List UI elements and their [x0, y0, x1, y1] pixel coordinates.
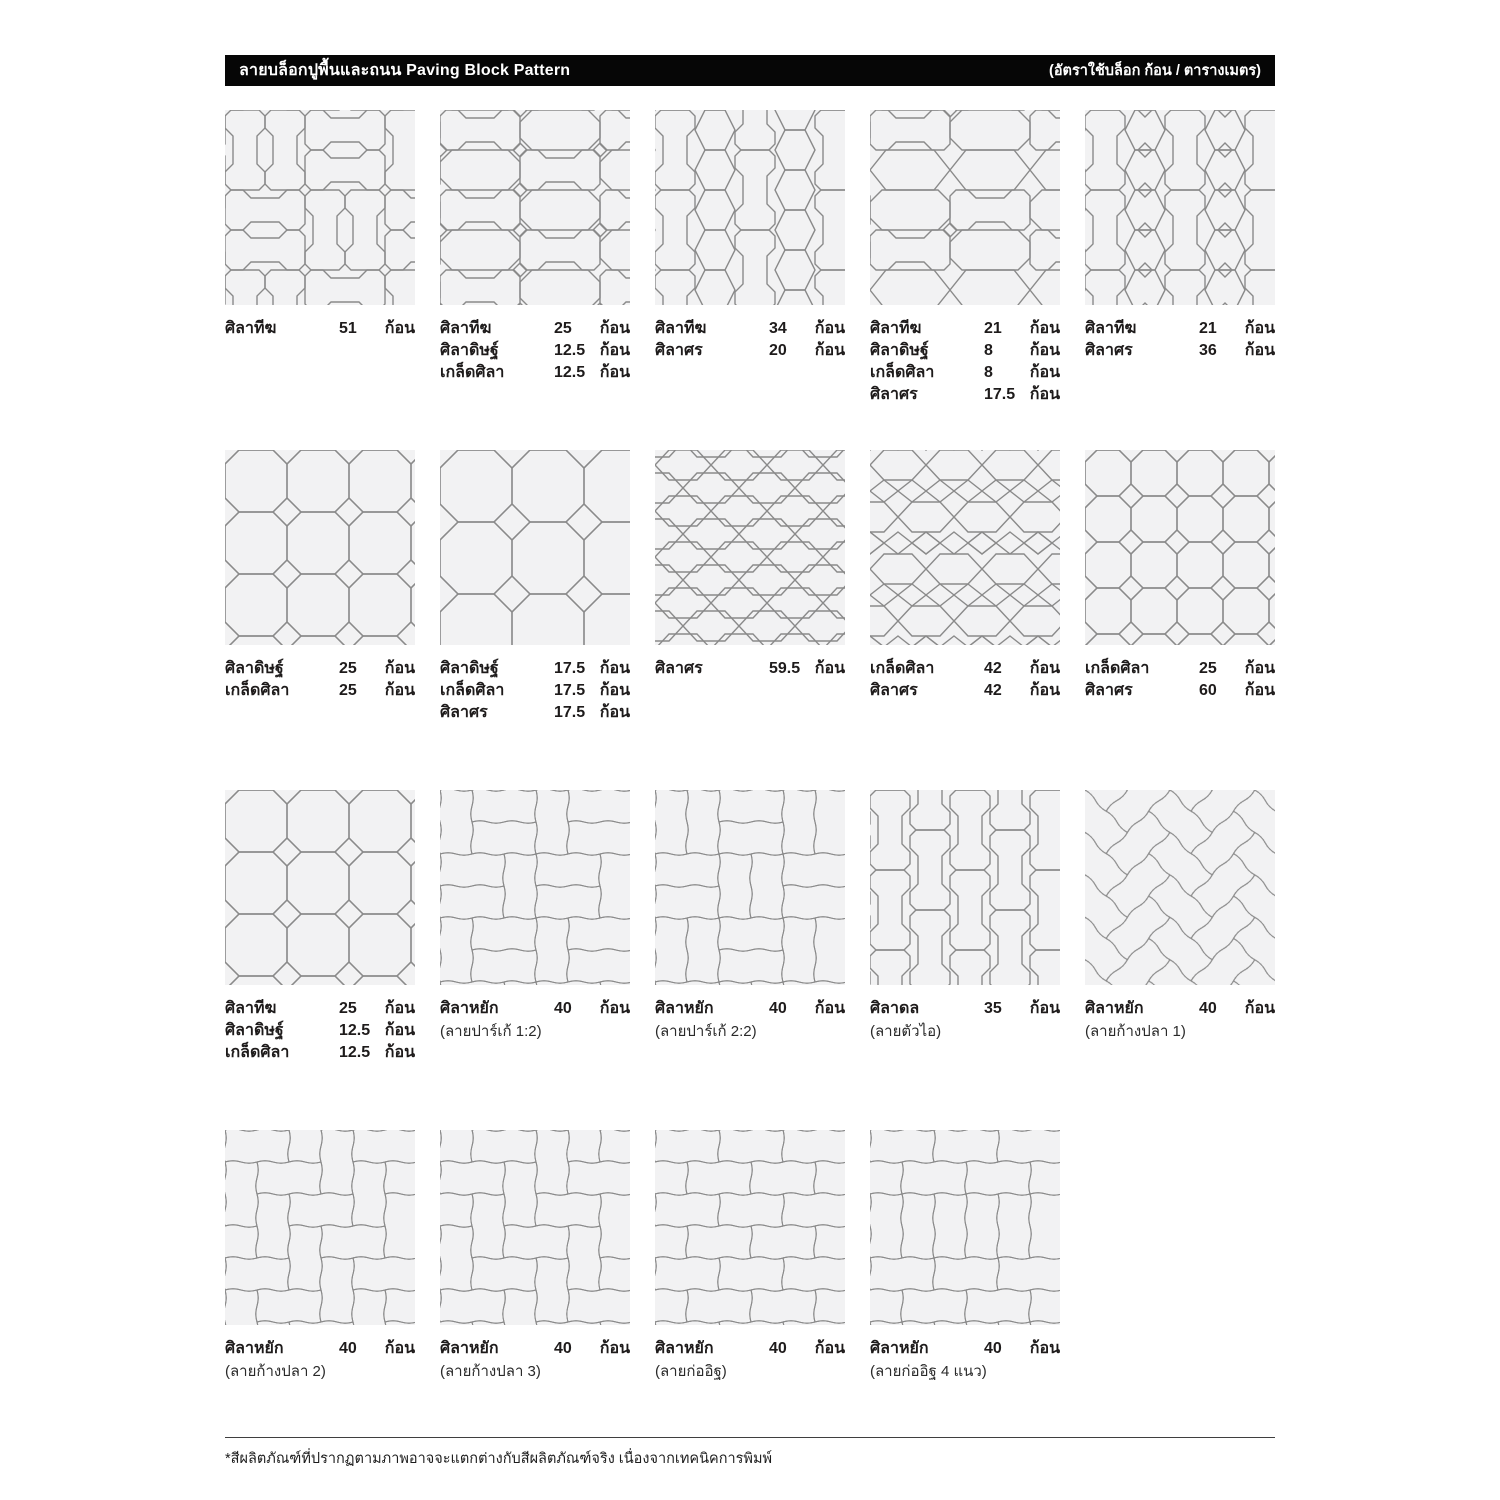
quantity-value: 21: [1199, 320, 1217, 337]
block-name: ศิลาหยัก: [440, 1340, 499, 1357]
block-usage-line: [1085, 658, 1275, 680]
quantity-unit: ก้อน: [1244, 660, 1275, 677]
pattern-card: [870, 1130, 1060, 1382]
pattern-swatch-wave-parquet-2-2: [655, 790, 845, 985]
quantity-unit: ก้อน: [384, 1340, 415, 1357]
pattern-card: [1085, 110, 1275, 406]
block-quantity: [984, 998, 1060, 1020]
block-quantity: [769, 658, 845, 680]
block-name: ศิลาหยัก: [655, 1340, 714, 1357]
quantity-unit: ก้อน: [1244, 342, 1275, 359]
block-quantity: [1199, 658, 1275, 680]
block-usage-line: [870, 680, 1060, 702]
pattern-card: [1085, 450, 1275, 724]
block-name: ศิลาศร: [655, 342, 703, 359]
quantity-value: 40: [554, 1000, 572, 1017]
quantity-unit: ก้อน: [1244, 1000, 1275, 1017]
quantity-value: 21: [984, 320, 1002, 337]
quantity-value: 17.5: [554, 704, 586, 721]
quantity-unit: ก้อน: [1029, 1000, 1060, 1017]
block-usage-line: [1085, 340, 1275, 362]
block-quantity: [554, 998, 630, 1020]
block-quantity: [1199, 680, 1275, 702]
pattern-card: [440, 790, 630, 1064]
pattern-labels: [1085, 658, 1275, 702]
pattern-subtitle: (ลายก้างปลา 2): [225, 1363, 326, 1380]
pattern-labels: [1085, 318, 1275, 362]
block-quantity: [984, 680, 1060, 702]
quantity-unit: ก้อน: [384, 660, 415, 677]
pattern-swatch-hexagon: [655, 450, 845, 645]
pattern-labels: [440, 1338, 630, 1382]
footnote: *สีผลิตภัณฑ์ที่ปรากฏตามภาพอาจจะแตกต่างกับสีผลิตภัณฑ์จริง เนื่องจากเทคนิคการพิมพ์: [225, 1437, 1275, 1470]
pattern-subtitle: (ลายตัวไอ): [870, 1023, 942, 1040]
quantity-unit: ก้อน: [1029, 320, 1060, 337]
block-name: ศิลาศร: [1085, 342, 1133, 359]
block-usage-line: [870, 340, 1060, 362]
quantity-unit: ก้อน: [1029, 364, 1060, 381]
pattern-labels: [440, 998, 630, 1042]
pattern-subtitle: (ลายปาร์เก้ 1:2): [440, 1023, 542, 1040]
block-usage-line: [870, 362, 1060, 384]
quantity-value: 12.5: [554, 364, 586, 381]
quantity-value: 36: [1199, 342, 1217, 359]
pattern-subtitle: (ลายปาร์เก้ 2:2): [655, 1023, 757, 1040]
block-usage-line: [655, 318, 845, 340]
block-name: เกล็ดศิลา: [440, 682, 505, 699]
block-usage-line: [870, 318, 1060, 340]
block-quantity: [554, 362, 630, 384]
block-quantity: [339, 1020, 415, 1042]
pattern-subtitle: (ลายก่ออิฐ): [655, 1363, 727, 1380]
quantity-value: 34: [769, 320, 787, 337]
pattern-swatch-wave-herringbone-45: [1085, 790, 1275, 985]
pattern-labels: [870, 658, 1060, 702]
pattern-card: [1085, 790, 1275, 1064]
block-usage-line: [1085, 318, 1275, 340]
block-name: ศิลาดล: [870, 1000, 920, 1017]
quantity-unit: ก้อน: [814, 1000, 845, 1017]
quantity-unit: ก้อน: [1029, 386, 1060, 403]
quantity-value: 25: [339, 660, 357, 677]
quantity-value: 42: [984, 660, 1002, 677]
pattern-card: [870, 790, 1060, 1064]
block-name: ศิลาทีฆ: [225, 1000, 277, 1017]
block-name: เกล็ดศิลา: [225, 1044, 290, 1061]
block-name: ศิลาทีฆ: [1085, 320, 1137, 337]
block-usage-line: [440, 658, 630, 680]
pattern-row-1: [225, 110, 1275, 406]
block-usage-line: [440, 998, 630, 1020]
pattern-card: [870, 450, 1060, 724]
block-quantity: [339, 998, 415, 1020]
block-quantity: [984, 658, 1060, 680]
pattern-card: [225, 450, 415, 724]
block-quantity: [1199, 998, 1275, 1020]
pattern-labels: [225, 318, 415, 340]
block-quantity: [984, 340, 1060, 362]
pattern-labels: [655, 1338, 845, 1382]
block-usage-line: [655, 340, 845, 362]
block-name: ศิลาหยัก: [1085, 1000, 1144, 1017]
block-quantity: [554, 658, 630, 680]
pattern-card: [655, 110, 845, 406]
pattern-swatch-i-octagon-square: [440, 110, 630, 305]
quantity-unit: ก้อน: [1244, 682, 1275, 699]
pattern-card: [870, 110, 1060, 406]
quantity-unit: ก้อน: [814, 342, 845, 359]
page-header-bar: [225, 55, 1275, 86]
pattern-row-4: [225, 1130, 1275, 1382]
pattern-row-3: [225, 790, 1275, 1064]
quantity-value: 12.5: [554, 342, 586, 359]
block-quantity: [984, 384, 1060, 406]
block-usage-line: [1085, 680, 1275, 702]
block-usage-line: [225, 680, 415, 702]
quantity-unit: ก้อน: [814, 320, 845, 337]
quantity-unit: ก้อน: [599, 660, 630, 677]
pattern-card: [440, 450, 630, 724]
block-usage-line: [870, 1338, 1060, 1360]
pattern-swatch-octagon-square-large: [225, 790, 415, 985]
pattern-labels: [655, 998, 845, 1042]
block-usage-line: [225, 998, 415, 1020]
quantity-value: 8: [984, 364, 993, 381]
block-quantity: [984, 1338, 1060, 1360]
quantity-unit: ก้อน: [814, 660, 845, 677]
block-usage-line: [655, 998, 845, 1020]
quantity-value: 40: [984, 1340, 1002, 1357]
pattern-labels: [225, 998, 415, 1064]
block-usage-line: [440, 362, 630, 384]
page-title: ลายบล็อกปูพื้นและถนน Paving Block Pattern: [239, 62, 571, 79]
quantity-value: 25: [339, 682, 357, 699]
pattern-labels: [225, 1338, 415, 1382]
block-name: ศิลาศร: [440, 704, 488, 721]
block-quantity: [339, 1338, 415, 1360]
pattern-swatch-hexagon-diamond: [870, 450, 1060, 645]
block-usage-line: [655, 1338, 845, 1360]
block-quantity: [554, 680, 630, 702]
pattern-labels: [440, 658, 630, 724]
pattern-labels: [870, 318, 1060, 406]
quantity-unit: ก้อน: [1029, 342, 1060, 359]
pattern-swatch-i-octagon-square-hex: [870, 110, 1060, 305]
quantity-value: 12.5: [339, 1022, 371, 1039]
pattern-card: [655, 1130, 845, 1382]
block-usage-line: [870, 384, 1060, 406]
pattern-labels: [655, 318, 845, 362]
block-quantity: [339, 658, 415, 680]
pattern-row-2: [225, 450, 1275, 724]
quantity-value: 40: [769, 1340, 787, 1357]
quantity-unit: ก้อน: [1244, 320, 1275, 337]
pattern-swatch-wave-herringbone-90-alt: [440, 1130, 630, 1325]
quantity-unit: ก้อน: [599, 704, 630, 721]
block-usage-line: [440, 1338, 630, 1360]
block-quantity: [1199, 340, 1275, 362]
block-usage-line: [440, 680, 630, 702]
block-usage-line: [225, 318, 415, 340]
pattern-labels: [225, 658, 415, 702]
block-name: ศิลาทีฆ: [655, 320, 707, 337]
block-usage-line: [440, 702, 630, 724]
quantity-value: 60: [1199, 682, 1217, 699]
block-quantity: [769, 998, 845, 1020]
pattern-card: [225, 1130, 415, 1382]
block-name: เกล็ดศิลา: [870, 660, 935, 677]
block-quantity: [554, 1338, 630, 1360]
pattern-labels: [440, 318, 630, 384]
quantity-value: 40: [1199, 1000, 1217, 1017]
pattern-subtitle: (ลายก่ออิฐ 4 แนว): [870, 1363, 987, 1380]
quantity-value: 8: [984, 342, 993, 359]
block-quantity: [769, 340, 845, 362]
quantity-value: 25: [339, 1000, 357, 1017]
quantity-unit: ก้อน: [599, 364, 630, 381]
quantity-unit: ก้อน: [384, 682, 415, 699]
block-usage-line: [870, 998, 1060, 1020]
pattern-swatch-wave-parquet-1-2: [440, 790, 630, 985]
quantity-value: 35: [984, 1000, 1002, 1017]
quantity-value: 17.5: [554, 682, 586, 699]
block-quantity: [339, 318, 415, 340]
quantity-value: 25: [1199, 660, 1217, 677]
quantity-value: 40: [554, 1340, 572, 1357]
quantity-value: 12.5: [339, 1044, 371, 1061]
quantity-unit: ก้อน: [599, 1340, 630, 1357]
block-name: ศิลาดิษฐ์: [870, 342, 929, 359]
block-usage-line: [225, 1020, 415, 1042]
quantity-unit: ก้อน: [599, 342, 630, 359]
block-name: ศิลาดิษฐ์: [225, 1022, 284, 1039]
pattern-card: [225, 110, 415, 406]
block-name: ศิลาหยัก: [440, 1000, 499, 1017]
block-usage-line: [1085, 998, 1275, 1020]
block-name: ศิลาศร: [1085, 682, 1133, 699]
pattern-card: [440, 110, 630, 406]
block-usage-line: [225, 1338, 415, 1360]
pattern-swatch-i-hexagon-column-2: [1085, 110, 1275, 305]
pattern-subtitle: (ลายก้างปลา 3): [440, 1363, 541, 1380]
pattern-labels: [870, 1338, 1060, 1382]
pattern-swatch-octagon-square-large: [225, 450, 415, 645]
block-name: เกล็ดศิลา: [440, 364, 505, 381]
quantity-unit: ก้อน: [384, 1000, 415, 1017]
pattern-card: [655, 450, 845, 724]
quantity-unit: ก้อน: [599, 320, 630, 337]
block-quantity: [984, 362, 1060, 384]
block-name: ศิลาหยัก: [225, 1340, 284, 1357]
pattern-subtitle: (ลายก้างปลา 1): [1085, 1023, 1186, 1040]
pattern-labels: [870, 998, 1060, 1042]
block-name: ศิลาศร: [655, 660, 703, 677]
rate-note: (อัตราใช้บล็อก ก้อน / ตารางเมตร): [1048, 63, 1261, 79]
pattern-labels: [655, 658, 845, 680]
pattern-swatch-i-column: [870, 790, 1060, 985]
quantity-value: 42: [984, 682, 1002, 699]
quantity-unit: ก้อน: [384, 1044, 415, 1061]
block-usage-line: [440, 340, 630, 362]
quantity-unit: ก้อน: [384, 1022, 415, 1039]
pattern-swatch-wave-herringbone-90: [225, 1130, 415, 1325]
block-usage-line: [870, 658, 1060, 680]
block-quantity: [554, 318, 630, 340]
block-usage-line: [440, 318, 630, 340]
quantity-value: 17.5: [984, 386, 1016, 403]
block-name: ศิลาดิษฐ์: [225, 660, 284, 677]
quantity-unit: ก้อน: [599, 1000, 630, 1017]
block-usage-line: [225, 658, 415, 680]
quantity-unit: ก้อน: [599, 682, 630, 699]
quantity-value: 40: [339, 1340, 357, 1357]
block-quantity: [984, 318, 1060, 340]
block-name: ศิลาดิษฐ์: [440, 342, 499, 359]
block-name: ศิลาศร: [870, 682, 918, 699]
quantity-value: 40: [769, 1000, 787, 1017]
quantity-unit: ก้อน: [1029, 1340, 1060, 1357]
pattern-swatch-octagon-square-small: [1085, 450, 1275, 645]
quantity-value: 59.5: [769, 660, 801, 677]
block-quantity: [769, 318, 845, 340]
block-name: ศิลาดิษฐ์: [440, 660, 499, 677]
block-quantity: [554, 702, 630, 724]
pattern-card: [655, 790, 845, 1064]
pattern-swatch-octagon-square-large-2: [440, 450, 630, 645]
pattern-swatch-wave-running-bond: [655, 1130, 845, 1325]
pattern-card: [225, 790, 415, 1064]
quantity-unit: ก้อน: [814, 1340, 845, 1357]
block-name: ศิลาทีฆ: [225, 320, 277, 337]
block-name: เกล็ดศิลา: [1085, 660, 1150, 677]
pattern-labels: [1085, 998, 1275, 1042]
quantity-value: 17.5: [554, 660, 586, 677]
pattern-swatch-wave-running-bond-4: [870, 1130, 1060, 1325]
block-usage-line: [225, 1042, 415, 1064]
block-name: ศิลาทีฆ: [870, 320, 922, 337]
block-quantity: [339, 1042, 415, 1064]
quantity-unit: ก้อน: [1029, 682, 1060, 699]
quantity-value: 25: [554, 320, 572, 337]
pattern-card: [440, 1130, 630, 1382]
pattern-swatch-i-basketweave: [225, 110, 415, 305]
block-name: ศิลาหยัก: [655, 1000, 714, 1017]
quantity-value: 20: [769, 342, 787, 359]
block-name: ศิลาหยัก: [870, 1340, 929, 1357]
quantity-unit: ก้อน: [384, 320, 415, 337]
block-name: ศิลาศร: [870, 386, 918, 403]
block-name: เกล็ดศิลา: [870, 364, 935, 381]
block-quantity: [1199, 318, 1275, 340]
block-name: เกล็ดศิลา: [225, 682, 290, 699]
block-name: ศิลาทีฆ: [440, 320, 492, 337]
block-quantity: [769, 1338, 845, 1360]
pattern-swatch-i-hexagon-column: [655, 110, 845, 305]
block-usage-line: [655, 658, 845, 680]
quantity-value: 51: [339, 320, 357, 337]
quantity-unit: ก้อน: [1029, 660, 1060, 677]
block-quantity: [554, 340, 630, 362]
block-quantity: [339, 680, 415, 702]
